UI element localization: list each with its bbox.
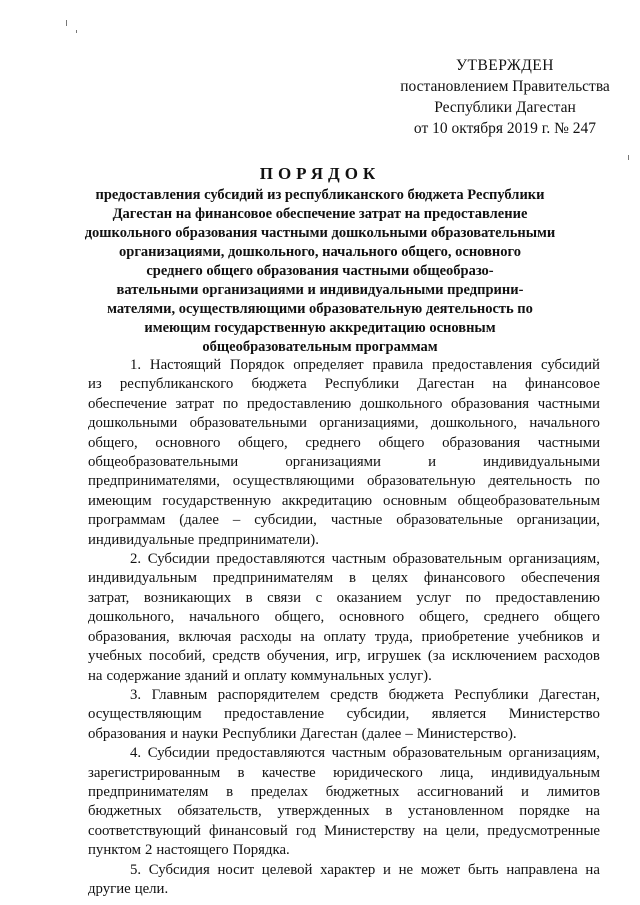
word: 4. (130, 745, 142, 762)
word: характер (320, 861, 376, 878)
word: лица, (440, 764, 474, 781)
word: (далее (179, 512, 219, 529)
paragraph-line (88, 414, 600, 433)
word: и (592, 628, 600, 645)
word: Дагестан, (539, 686, 600, 703)
word: настоящего (156, 842, 229, 859)
word: предприниматели). (198, 531, 319, 548)
word: общего, (274, 609, 325, 626)
subtitle-line: организациями, дошкольного, начального общего, основного (119, 244, 521, 260)
word: образовательным (392, 551, 502, 568)
word: индивидуальным (88, 570, 197, 587)
word: – (232, 512, 241, 529)
word: предпринимателями, (88, 473, 220, 490)
word: правила (372, 357, 424, 373)
word: Настоящий (149, 357, 222, 373)
paragraph (88, 356, 600, 550)
word: образования (442, 434, 521, 451)
word: осуществляющим (88, 706, 202, 723)
subtitle-line: вательными организациями и индивидуальными предприни- (116, 282, 524, 298)
word: дошкольного, (88, 609, 175, 626)
word: Субсидии (147, 551, 210, 568)
word: средств (330, 686, 379, 703)
word: связи (267, 589, 302, 606)
word: бюджета (251, 376, 307, 393)
word: индивидуальным (490, 764, 600, 781)
subtitle-line: общеобразовательным программам (202, 339, 438, 355)
word: образовательным (392, 745, 502, 762)
word: юридического (333, 764, 423, 781)
document-title-block (80, 163, 560, 357)
word: оплату (244, 667, 287, 684)
word: Дагестан (300, 725, 358, 742)
word: частными (537, 434, 600, 451)
word: Главным (151, 686, 208, 703)
paragraph-line (88, 356, 600, 375)
word: субсидии, (346, 706, 410, 723)
approval-region: Республики Дагестан (434, 99, 576, 116)
word: науки (181, 725, 219, 742)
word: возникающих (143, 589, 232, 606)
word: общего, (238, 434, 288, 451)
word: предоставления (432, 357, 533, 373)
word: установленном (408, 803, 504, 820)
word: Республики (222, 725, 297, 742)
scan-speck (628, 155, 629, 160)
word: в (349, 570, 357, 587)
word: в (237, 764, 245, 781)
word: Дагестан (417, 376, 475, 393)
paragraph (88, 861, 600, 900)
paragraph-line (88, 822, 600, 841)
paragraph-line (88, 705, 600, 724)
word: общеобразовательными (88, 454, 239, 471)
word: на (492, 376, 507, 393)
word: затрат (175, 395, 215, 412)
word: пределах (250, 783, 308, 800)
word: 2 (144, 842, 153, 859)
word: оказанием (336, 589, 402, 606)
paragraph-line (88, 725, 600, 744)
word: расходы (239, 628, 292, 645)
paragraph-line (88, 453, 600, 472)
word: утвержденных (277, 803, 370, 820)
word: образовательными (189, 415, 307, 432)
word: предоставляются (216, 551, 326, 568)
document-title: ПОРЯДОК (259, 164, 381, 183)
word: дошкольного (359, 395, 443, 412)
word: – (405, 725, 413, 742)
word: Республики (454, 686, 529, 703)
paragraph-line (88, 686, 600, 705)
word: другие (88, 880, 131, 897)
paragraph-line (88, 667, 600, 686)
word: Субсидии (147, 745, 210, 762)
word: ассигнований (417, 783, 504, 800)
word: целях (371, 570, 408, 587)
word: образования (451, 395, 530, 412)
paragraph (88, 550, 600, 686)
word: по (584, 473, 600, 490)
word: финансового (423, 570, 506, 587)
paragraph-line (88, 472, 600, 491)
scan-speck (66, 20, 67, 26)
word: предоставлению (246, 395, 352, 412)
word: Порядок (229, 357, 285, 373)
word: предоставлению (495, 589, 600, 606)
word: основным (382, 492, 447, 509)
word: направлена (506, 861, 578, 878)
word: на (585, 803, 600, 820)
paragraph-line (88, 434, 600, 453)
word: предпринимателям (88, 783, 209, 800)
word: не (398, 861, 414, 878)
paragraph-line (88, 628, 600, 647)
word: зарегистрированным (88, 764, 221, 781)
subtitle-line: имеющим государственную аккредитацию основным (144, 320, 496, 336)
word: общего (553, 609, 600, 626)
paragraph-line (88, 861, 600, 880)
word: образовательные (396, 512, 503, 529)
word: 3. (130, 686, 142, 703)
word: основного (339, 609, 405, 626)
paragraph-line (88, 647, 600, 666)
word: организациям, (508, 745, 600, 762)
paragraph (88, 744, 600, 860)
paragraph-line (88, 395, 600, 414)
word: Порядка. (232, 842, 290, 859)
subtitle-line: предоставления субсидий из республиканского бюджета Республики (95, 187, 545, 203)
paragraph-line (88, 608, 600, 627)
word: средств (212, 648, 261, 665)
word: и (382, 861, 391, 878)
word: Республики (324, 376, 399, 393)
paragraph-line (88, 569, 600, 588)
word: предоставление (224, 706, 325, 723)
word: частными (537, 395, 600, 412)
word: пособий, (148, 648, 206, 665)
word: 1. (130, 357, 142, 373)
word: имеющим (88, 492, 152, 509)
word: общего, (419, 609, 469, 626)
paragraph-line (88, 802, 600, 821)
word: Министерство). (416, 725, 517, 742)
word: на (88, 667, 103, 684)
word: в (385, 803, 393, 820)
word: с (315, 589, 323, 606)
word: является (431, 706, 487, 723)
word: дошкольного, (430, 415, 518, 432)
word: и (521, 783, 529, 800)
word: предпринимателям (212, 570, 334, 587)
word: приобретение (421, 628, 510, 645)
paragraph-line (88, 375, 600, 394)
paragraph-line (88, 492, 600, 511)
word: из (88, 376, 102, 393)
word: государственную (162, 492, 272, 509)
word: порядке (519, 803, 570, 820)
word: 5. (130, 861, 142, 878)
word: включая (178, 628, 232, 645)
subtitle-line: мателями, осуществляющими образовательную деятельность по (107, 301, 533, 317)
word: индивидуальные (88, 531, 195, 548)
word: организациями (285, 454, 381, 471)
word: Министерству (324, 822, 415, 839)
word: обеспечения (520, 570, 600, 587)
word: целевой (261, 861, 313, 878)
word: и (170, 725, 178, 742)
paragraph-line (88, 550, 600, 569)
subtitle-line: среднего общего образования частными общеобразо- (146, 263, 494, 279)
word: игр, (335, 648, 361, 665)
word: осуществляющими (232, 473, 355, 490)
word: соответствующий (88, 822, 201, 839)
word: лимитов (546, 783, 600, 800)
word: труда, (374, 628, 413, 645)
word: носит (217, 861, 255, 878)
word: Министерство (508, 706, 600, 723)
subtitle-line: Дагестан на финансовое обеспечение затрат на предоставление (112, 206, 528, 222)
word: цели, (445, 822, 480, 839)
word: частные (330, 512, 383, 529)
word: начального (189, 609, 260, 626)
word: образования (88, 725, 167, 742)
word: на (300, 628, 315, 645)
word: среднего (483, 609, 540, 626)
word: предусмотренные (487, 822, 600, 839)
subtitle-line: дошкольного образования частными дошкольными образовательными (84, 225, 556, 241)
word: цели. (134, 880, 169, 897)
word: общего, (88, 434, 138, 451)
word: общеобразовательным (457, 492, 600, 509)
word: на (585, 861, 600, 878)
word: дошкольными (88, 415, 178, 432)
word: аккредитацию (281, 492, 373, 509)
scan-speck (76, 30, 77, 33)
word: республиканского (119, 376, 234, 393)
word: основного (155, 434, 221, 451)
paragraph-line (88, 841, 600, 860)
word: предоставляются (216, 745, 326, 762)
word: год (295, 822, 317, 839)
word: программам (88, 512, 166, 529)
word: затрат, (88, 589, 130, 606)
word: частным (331, 745, 386, 762)
word: и (428, 454, 436, 471)
word: учебных (88, 648, 143, 665)
word: финансовый (209, 822, 288, 839)
paragraph-line (88, 511, 600, 530)
word: начального (529, 415, 600, 432)
word: на (423, 822, 438, 839)
word: обучения, (266, 648, 329, 665)
word: в (226, 783, 234, 800)
paragraph-line (88, 764, 600, 783)
word: и (232, 667, 241, 684)
word: распорядителем (217, 686, 320, 703)
word: организациям, (508, 551, 600, 568)
word: среднего (305, 434, 361, 451)
word: учебников (517, 628, 584, 645)
word: Субсидия (148, 861, 210, 878)
word: бюджета (388, 686, 444, 703)
word: образовательную (367, 473, 476, 490)
approval-issuer: постановлением Правительства (400, 78, 610, 95)
paragraph (88, 686, 600, 744)
word: (далее (361, 725, 402, 742)
approval-heading: УТВЕРЖДЕН (456, 57, 554, 74)
word: услуг). (388, 667, 432, 684)
word: 2. (130, 551, 142, 568)
paragraph-line (88, 880, 600, 899)
word: может (420, 861, 461, 878)
word: деятельность (488, 473, 572, 490)
word: образования, (88, 628, 170, 645)
word: обязательств, (177, 803, 262, 820)
word: коммунальных (290, 667, 385, 684)
word: бюджетных (88, 803, 162, 820)
word: по (465, 589, 481, 606)
word: качестве (261, 764, 316, 781)
word: субсидий (540, 357, 600, 373)
word: финансовое (525, 376, 600, 393)
approval-stamp (380, 55, 630, 139)
word: (за (427, 648, 446, 665)
word: исключением (451, 648, 538, 665)
word: организациями, (319, 415, 419, 432)
paragraph-line (88, 744, 600, 763)
paragraph-line (88, 589, 600, 608)
word: быть (467, 861, 499, 878)
word: обеспечение (88, 395, 167, 412)
word: содержание (106, 667, 181, 684)
paragraph-line (88, 531, 600, 550)
word: оплату (323, 628, 367, 645)
word: услуг (416, 589, 452, 606)
word: индивидуальными (483, 454, 600, 471)
document-body (88, 356, 600, 899)
word: расходов (543, 648, 600, 665)
word: определяет (293, 357, 364, 373)
approval-date-number: от 10 октября 2019 г. № 247 (413, 120, 597, 137)
word: общего (378, 434, 425, 451)
word: бюджетных (325, 783, 400, 800)
word: зданий (184, 667, 229, 684)
word: по (222, 395, 239, 412)
paragraph-line (88, 783, 600, 802)
word: субсидии, (254, 512, 317, 529)
word: частным (331, 551, 386, 568)
word: игрушек (367, 648, 422, 665)
word: организации, (516, 512, 600, 529)
word: в (245, 589, 253, 606)
word: пунктом (88, 842, 141, 859)
